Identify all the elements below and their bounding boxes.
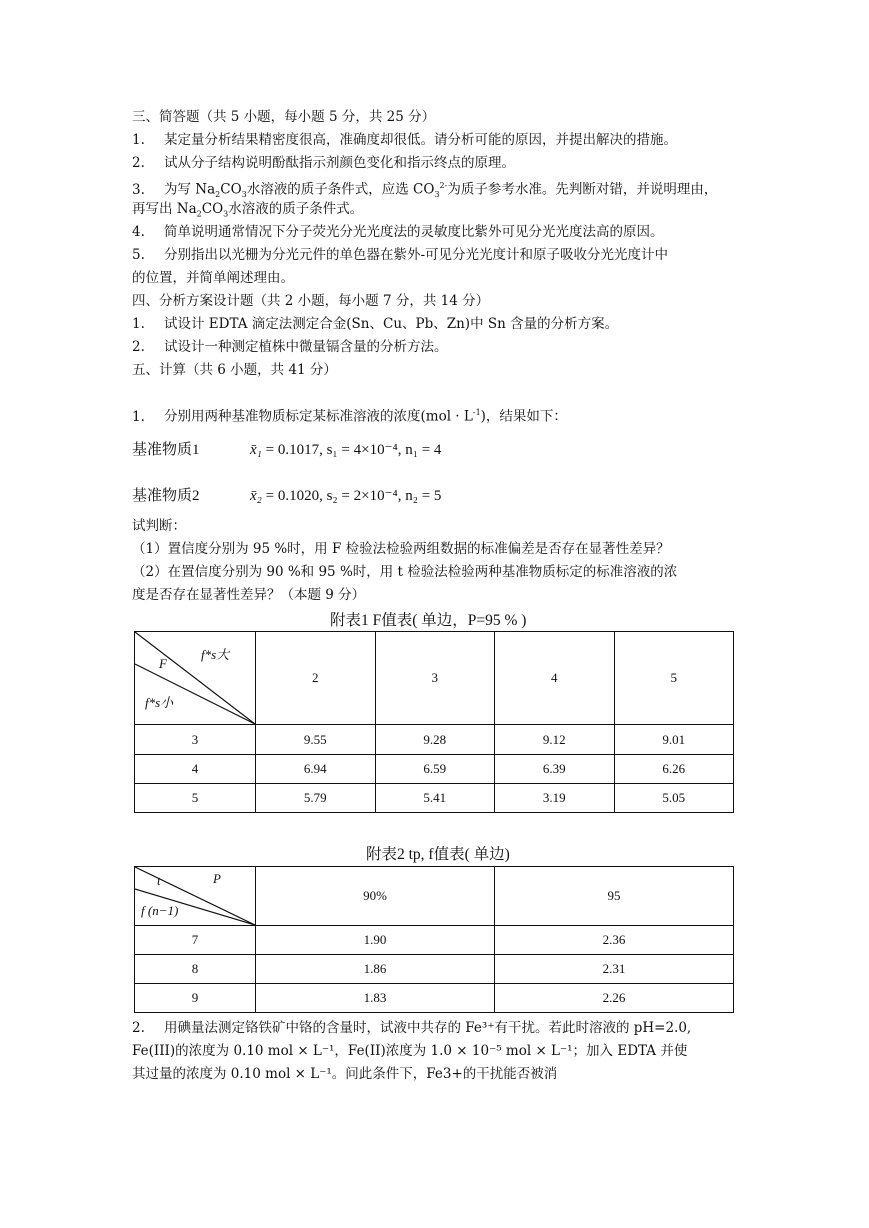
question-item: 2. 试从分子结构说明酚酞指示剂颜色变化和指示终点的原理。 <box>132 155 515 171</box>
table1-col-header: 2 <box>256 632 376 725</box>
corner-f: f (n−1) <box>141 903 179 918</box>
table-cell: 9.12 <box>495 725 615 755</box>
table-cell: 5.41 <box>375 784 495 813</box>
table-row <box>135 926 734 955</box>
corner-fs-large: f*s大 <box>201 647 230 662</box>
table-row <box>135 755 734 784</box>
sub-question-cont: 度是否存在显著性差异？（本题 9 分） <box>132 587 366 603</box>
question-item: 1. 试设计 EDTA 滴定法测定合金(Sn、Cu、Pb、Zn)中 Sn 含量的分析方案。 <box>132 316 619 332</box>
table1-caption: 附表1 F值表( 单边，P=95 % ) <box>330 612 527 629</box>
table-cell: 5.79 <box>256 784 376 813</box>
question-item: 1. 某定量分析结果精密度很高，准确度却很低。请分析可能的原因，并提出解决的措施。 <box>132 132 677 148</box>
table-row <box>135 984 734 1013</box>
sub-question: （2）在置信度分别为 90 %和 95 %时，用 t 检验法检验两种基准物质标定的标准溶液的浓 <box>132 564 678 580</box>
table-cell: 9.55 <box>256 725 376 755</box>
table-row <box>135 955 734 984</box>
question-item: 4. 简单说明通常情况下分子荧光分光光度法的灵敏度比紫外可见分光光度法高的原因。 <box>132 224 664 240</box>
section-short-answer-title: 三、简答题（共 5 小题，每小题 5 分，共 25 分） <box>132 109 436 125</box>
table-cell: 2.26 <box>495 984 734 1013</box>
corner-t: t <box>157 873 161 888</box>
table-cell: 9.28 <box>375 725 495 755</box>
corner-fs-small: f*s小 <box>145 695 174 710</box>
section-calc-title: 五、计算（共 6 小题，共 41 分） <box>132 362 337 378</box>
section-design-title: 四、分析方案设计题（共 2 小题，每小题 7 分，共 14 分） <box>132 293 490 309</box>
table-cell: 3.19 <box>495 784 615 813</box>
table-cell: 6.26 <box>614 755 734 784</box>
table2-row-header: 7 <box>135 926 256 955</box>
f-value-table <box>134 631 734 813</box>
table2-col-header: 90% <box>256 867 495 926</box>
table1-row-header: 4 <box>135 755 256 784</box>
question-item-cont: 的位置，并简单阐述理由。 <box>132 270 294 286</box>
question-item: 5. 分别指出以光栅为分光元件的单色器在紫外-可见分光光度计和原子吸收分光光度计中 <box>132 247 669 263</box>
table2-col-header: 95 <box>495 867 734 926</box>
table-row <box>135 784 734 813</box>
table2-row-header: 8 <box>135 955 256 984</box>
question-item: 2. 用碘量法测定铬铁矿中铬的含量时，试液中共存的 Fe³⁺有干扰。若此时溶液的 pH=2.0, <box>132 1020 692 1036</box>
table1-corner <box>135 632 256 725</box>
table2-caption: 附表2 tp, f值表( 单边) <box>366 846 510 863</box>
table-cell: 5.05 <box>614 784 734 813</box>
table2-corner <box>135 867 256 926</box>
question-item-cont: Fe(III)的浓度为 0.10 mol × L⁻¹，Fe(II)浓度为 1.0 × 10⁻⁵ mol × L⁻¹；加入 EDTA 并使 <box>132 1043 688 1059</box>
corner-p: P <box>213 871 221 886</box>
question-item: 1. 分别用两种基准物质标定某标准溶液的浓度$(mol \cdot L^{-1})$，结果如下： <box>132 408 567 425</box>
table1-col-header: 4 <box>495 632 615 725</box>
table-cell: 1.90 <box>256 926 495 955</box>
question-item-cont: 再写出 $Na_2CO_3$水溶液的质子条件式。 <box>132 201 364 219</box>
table-cell: 1.86 <box>256 955 495 984</box>
judge-label: 试判断： <box>132 518 186 534</box>
table-cell: 6.94 <box>256 755 376 784</box>
table1-col-header: 3 <box>375 632 495 725</box>
table-cell: 6.59 <box>375 755 495 784</box>
sub-question: （1）置信度分别为 95 %时，用 F 检验法检验两组数据的标准偏差是否存在显著性差异？ <box>132 541 670 557</box>
question-item-cont: 其过量的浓度为 0.10 mol × L⁻¹。问此条件下，Fe3+的干扰能否被消 <box>132 1066 558 1082</box>
table1-row-header: 3 <box>135 725 256 755</box>
t-value-table <box>134 866 734 1013</box>
table2-row-header: 9 <box>135 984 256 1013</box>
table-cell: 2.31 <box>495 955 734 984</box>
table-cell: 1.83 <box>256 984 495 1013</box>
formula-standard-2: 基准物质2 x̄₂ = 0.1020, s₂ = 2×10⁻⁴, n₂ = 5 <box>132 488 442 504</box>
formula-standard-1: 基准物质1 x̄₁ = 0.1017, s₁ = 4×10⁻⁴, n₁ = 4 <box>132 442 442 458</box>
table-cell: 6.39 <box>495 755 615 784</box>
table-cell: 2.36 <box>495 926 734 955</box>
table1-col-header: 5 <box>614 632 734 725</box>
table-row <box>135 725 734 755</box>
question-item: 3. 为写 $Na_2CO_3$水溶液的质子条件式，应选 $CO_3^{2-}$为质子参考水准。先判断对错，并说明理由， <box>132 181 718 200</box>
table1-row-header: 5 <box>135 784 256 813</box>
question-item: 2. 试设计一种测定植株中微量镉含量的分析方法。 <box>132 339 448 355</box>
table-cell: 9.01 <box>614 725 734 755</box>
corner-f: F <box>159 656 167 671</box>
